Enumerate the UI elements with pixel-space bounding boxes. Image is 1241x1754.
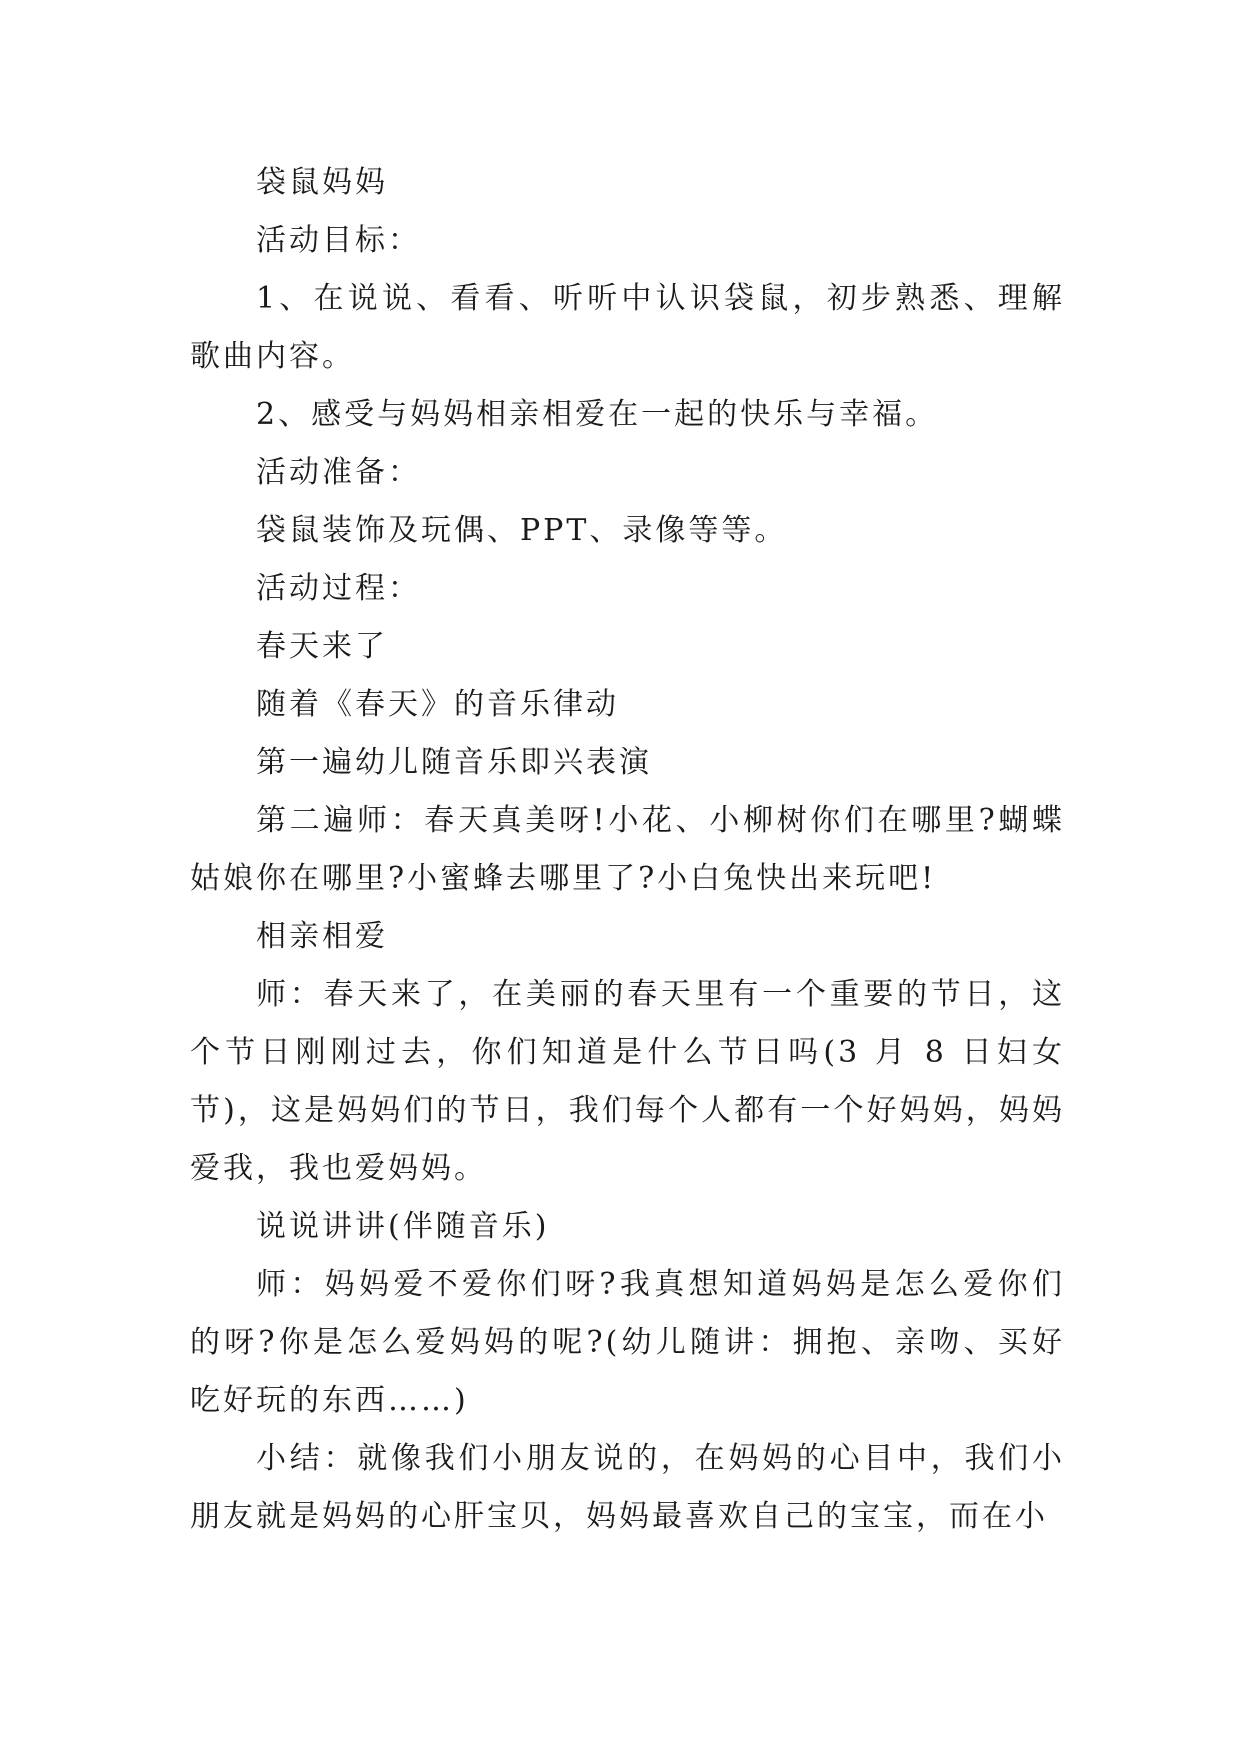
- paragraph-summary: 小结：就像我们小朋友说的，在妈妈的心目中，我们小朋友就是妈妈的心肝宝贝，妈妈最喜欢自己的宝宝，而在小: [190, 1441, 1065, 1534]
- subheading-talk: 说说讲讲(伴随音乐): [256, 1209, 550, 1244]
- subheading-love: 相亲相爱: [256, 919, 388, 954]
- document-title: 袋鼠妈妈: [256, 165, 388, 200]
- goal-item-1: 1、在说说、看看、听听中认识袋鼠，初步熟悉、理解歌曲内容。: [190, 281, 1065, 374]
- section-heading-activity-goals: 活动目标：: [256, 223, 421, 258]
- section-heading-activity-preparation: 活动准备：: [256, 455, 421, 490]
- document-body: [190, 154, 1065, 1546]
- section-heading-activity-process: 活动过程：: [256, 571, 421, 606]
- paragraph-second-pass: 第二遍师：春天真美呀!小花、小柳树你们在哪里?蝴蝶姑娘你在哪里?小蜜蜂去哪里了?小白兔快出来玩吧!: [190, 803, 1065, 896]
- paragraph-rhythm: 随着《春天》的音乐律动: [256, 687, 619, 722]
- paragraph-teacher-question: 师：妈妈爱不爱你们呀?我真想知道妈妈是怎么爱你们的呀?你是怎么爱妈妈的呢?(幼儿随讲：拥抱、亲吻、买好吃好玩的东西……): [190, 1267, 1065, 1418]
- paragraph-first-pass: 第一遍幼儿随音乐即兴表演: [256, 745, 652, 780]
- goal-item-2: 2、感受与妈妈相亲相爱在一起的快乐与幸福。: [256, 397, 939, 432]
- subheading-spring: 春天来了: [256, 629, 388, 664]
- paragraph-teacher-spring: 师：春天来了，在美丽的春天里有一个重要的节日，这个节日刚刚过去，你们知道是什么节日吗(3 月 8 日妇女节)，这是妈妈们的节日，我们每个人都有一个好妈妈，妈妈爱我，我也爱妈妈。: [190, 977, 1065, 1186]
- preparation-text: 袋鼠装饰及玩偶、PPT、录像等等。: [256, 513, 788, 548]
